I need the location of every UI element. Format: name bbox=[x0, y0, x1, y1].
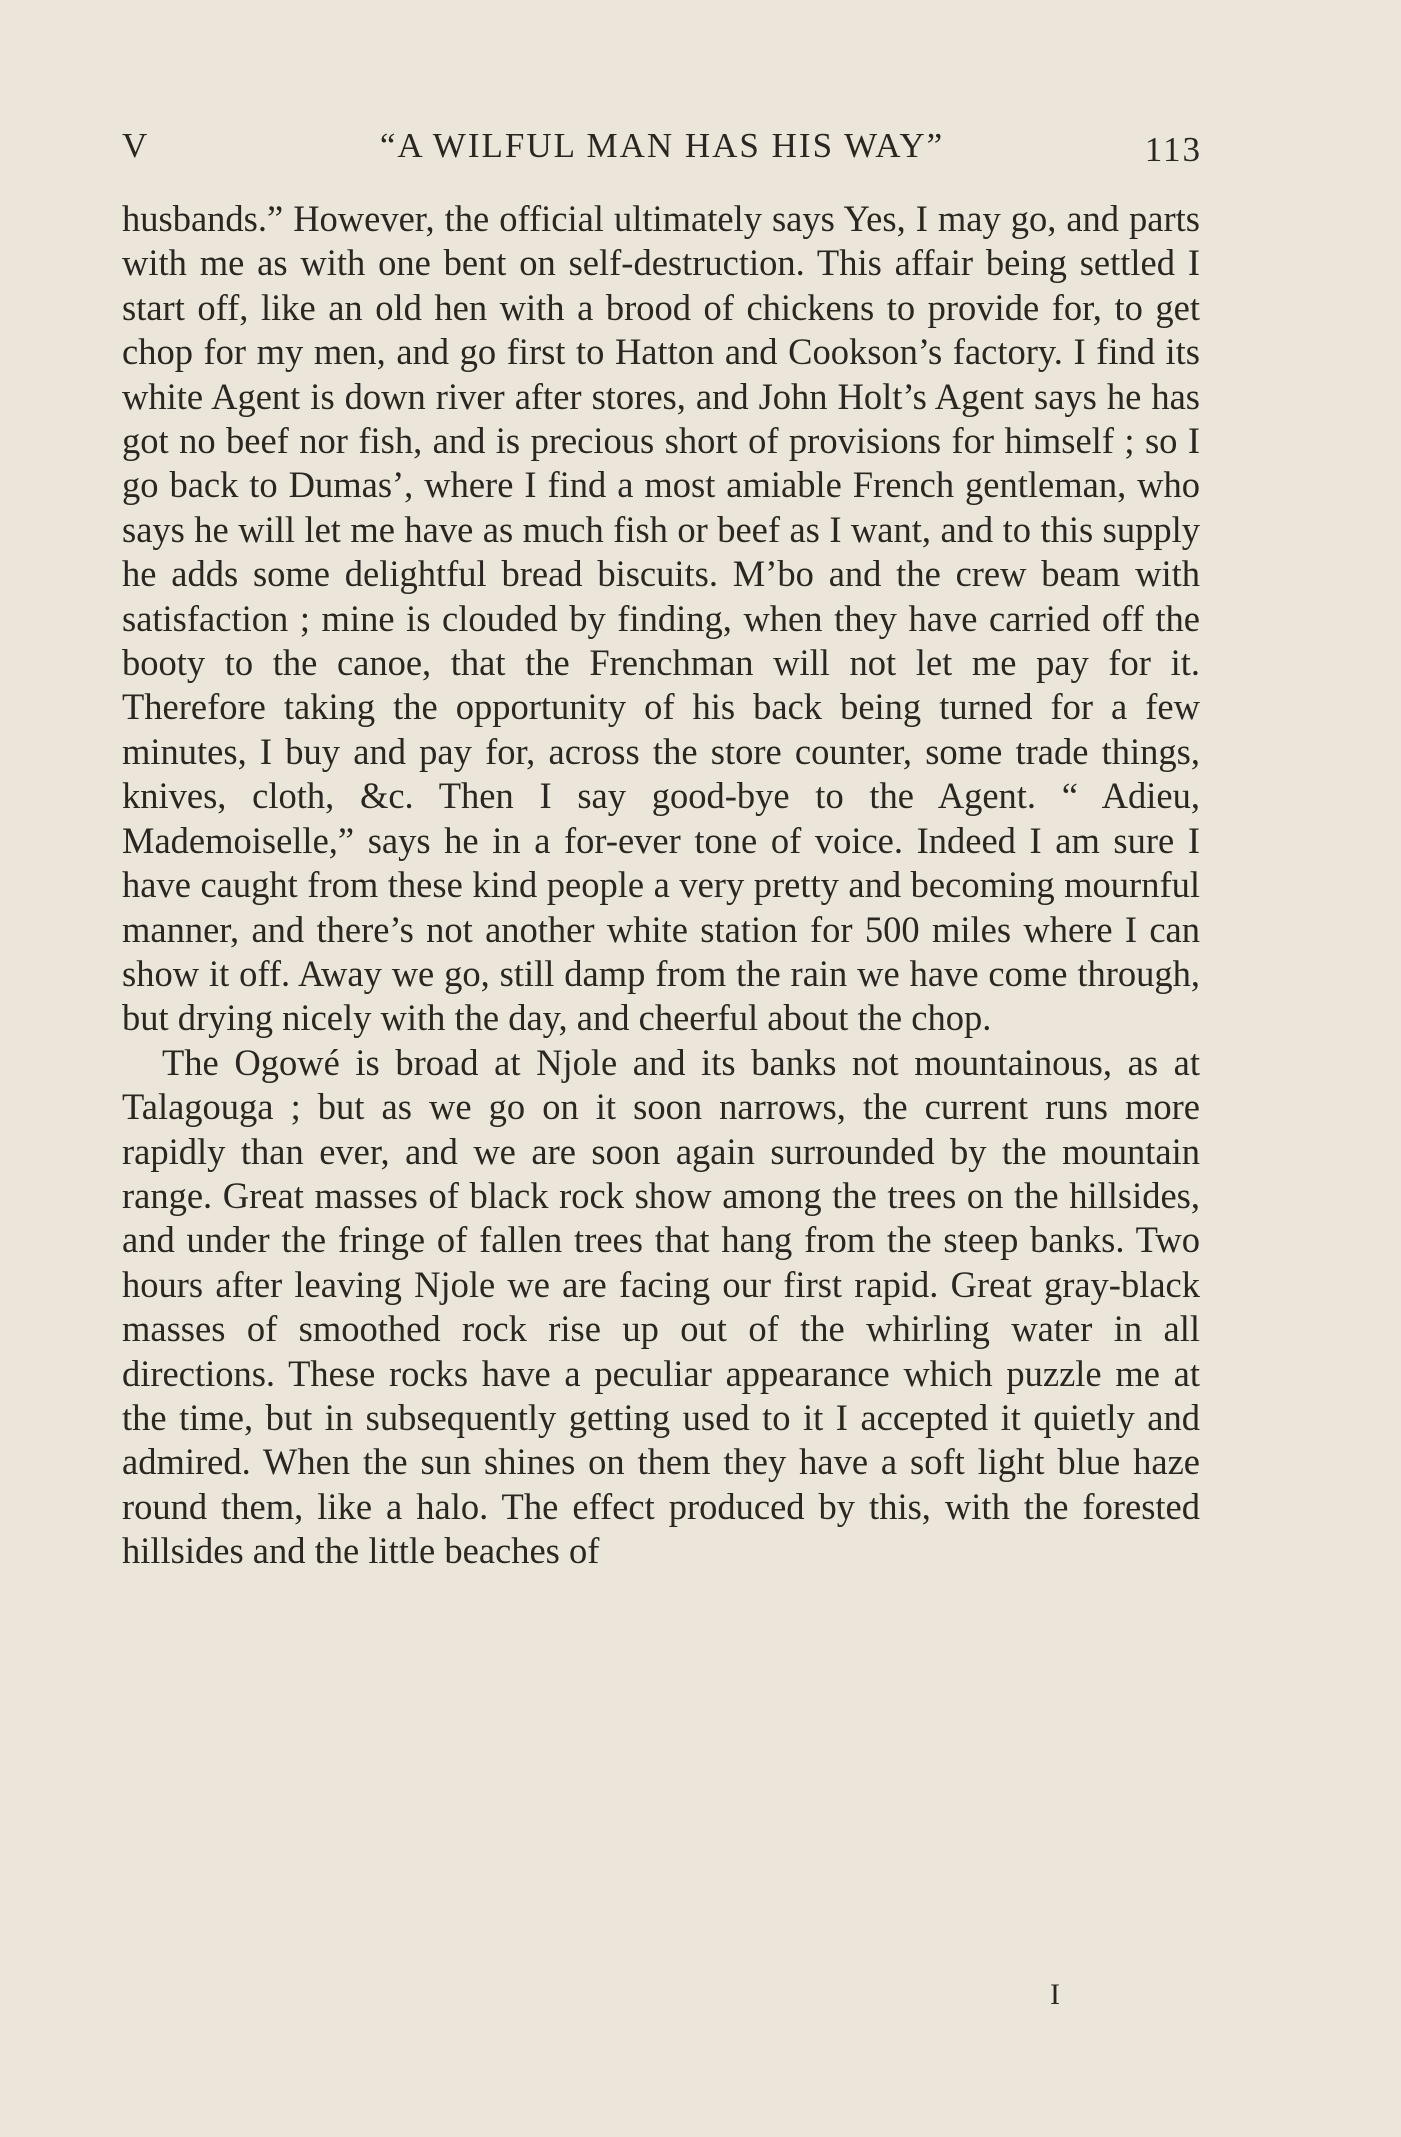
paragraph: The Ogowé is broad at Njole and its banks not mountainous, as at Talagouga ; but as we go on it soon narrows, the current runs more rapidly than ever, and we are soon again surrounded by the mountain range. Great masses of black rock show among the trees on the hillsides, and under the fringe of fallen trees that hang from the steep banks. Two hours after leaving Njole we are facing our first rapid. Great gray-black masses of smoothed rock rise up out of the whirling water in all directions. These rocks have a peculiar appearance which puzzle me at the time, but in subsequently getting used to it I accepted it quietly and admired. When the sun shines on them they have a soft light blue haze round them, like a halo. The effect produced by this, with the forested hillsides and the little beaches of bbox=[122, 1041, 1200, 1572]
body-text bbox=[122, 197, 1200, 1574]
paragraph: husbands.” However, the official ultimately says Yes, I may go, and parts with me as with one bent on self-destruction. This affair being settled I start off, like an old hen with a brood of chickens to provide for, to get chop for my men, and go first to Hatton and Cookson’s factory. I find its white Agent is down river after stores, and John Holt’s Agent says he has got no beef nor fish, and is precious short of provisions for himself ; so I go back to Dumas’, where I find a most amiable French gentleman, who says he will let me have as much fish or beef as I want, and to this supply he adds some delightful bread biscuits. M’bo and the crew beam with satisfaction ; mine is clouded by finding, when they have carried off the booty to the canoe, that the Frenchman will not let me pay for it. Therefore taking the opportunity of his back being turned for a few minutes, I buy and pay for, across the store counter, some trade things, knives, cloth, &c. Then I say good-bye to the Agent. “ Adieu, Mademoiselle,” says he in a for-ever tone of voice. Indeed I am sure I have caught from these kind people a very pretty and becoming mournful manner, and there’s not another white station for 500 miles where I can show it off. Away we go, still damp from the rain we have come through, but drying nicely with the day, and cheerful about the chop. bbox=[122, 198, 1200, 1039]
signature-mark: I bbox=[1050, 1978, 1060, 2011]
running-title: “A WILFUL MAN HAS HIS WAY” bbox=[379, 126, 945, 165]
running-head bbox=[122, 126, 1202, 172]
chapter-number: V bbox=[122, 126, 150, 165]
page-number: 113 bbox=[1144, 130, 1202, 169]
